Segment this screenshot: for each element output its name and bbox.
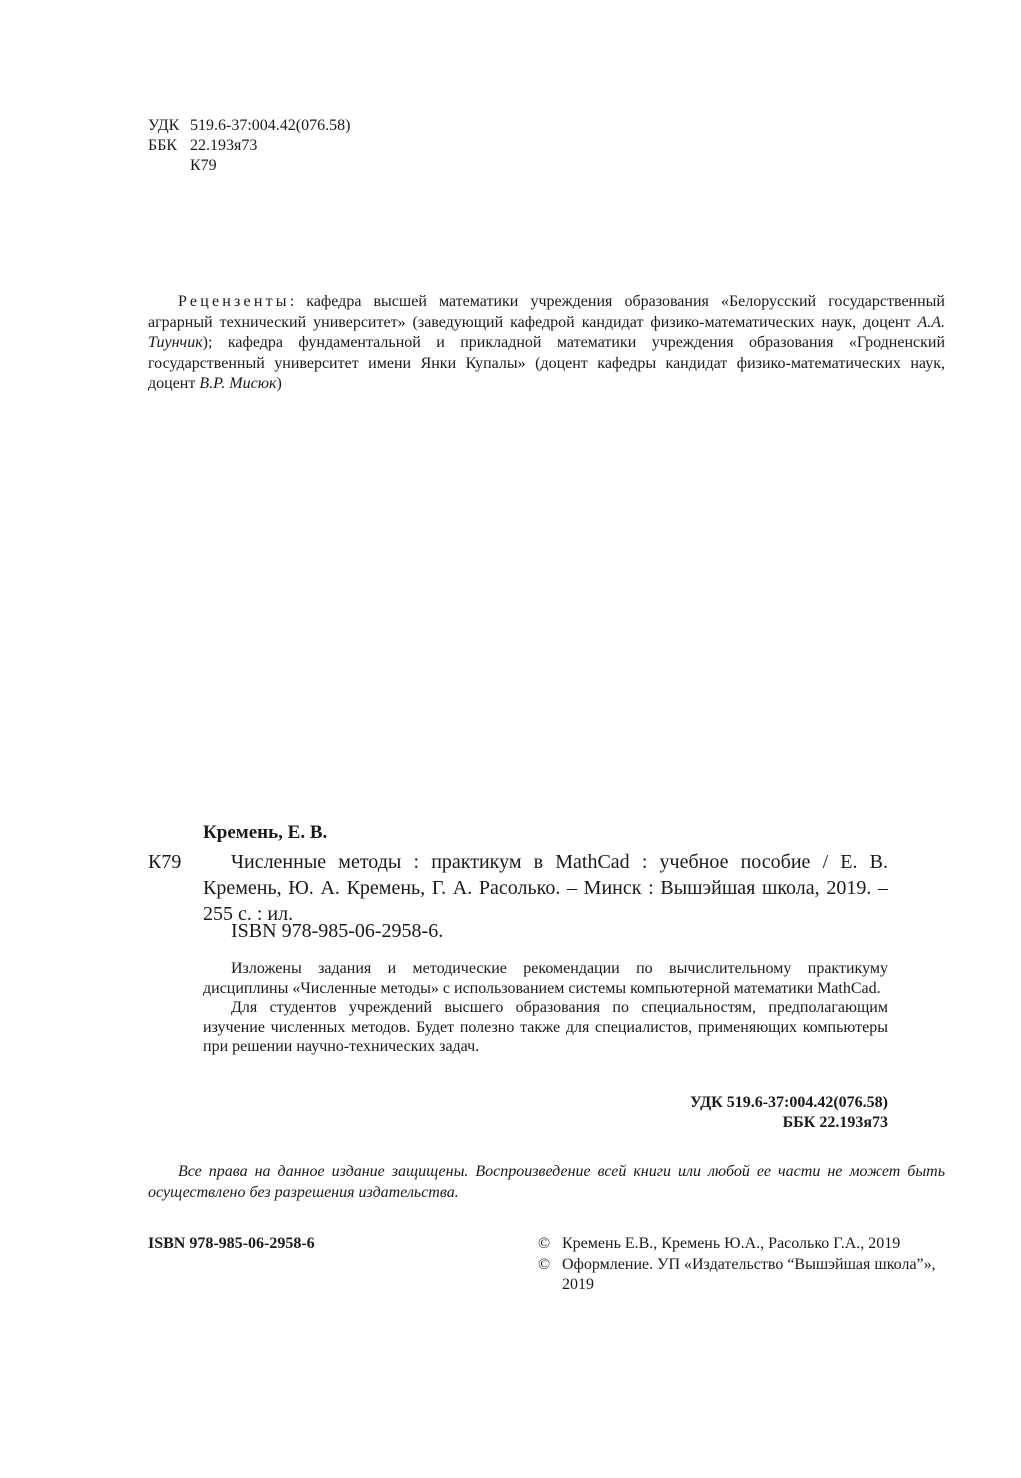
reviewers-text-1: : кафедра высшей математики учреждения образования «Белорусский государственный аграрный технический университет» (заведующий кафедрой кандидат физико-математических наук, доцент (148, 293, 945, 331)
record-author-heading: Кремень, Е. В. (203, 822, 328, 843)
record-isbn: ISBN 978-985-06-2958-6. (231, 920, 444, 942)
reviewer-name-2: В.Р. Мисюк (199, 375, 277, 392)
udk-row (148, 116, 350, 136)
classification-codes (560, 1093, 888, 1133)
copyright-line-2 (538, 1255, 938, 1296)
reviewers-text-2: ); кафедра фундаментальной и прикладной математики учреждения образования «Гродненский государственный университет имени Янки Купалы» (доцент кафедры кандидат физико-математических наук, доцент (148, 334, 945, 392)
record-description: Численные методы : практикум в MathCad : учебное пособие / Е. В. Кремень, Ю. А. Кремень, Г. А. Расолько. – Минск : Вышэйшая школа, 2019. – 255 с. : ил. (203, 851, 888, 925)
annotation (203, 959, 888, 1057)
udk-value: 519.6-37:004.42(076.58) (190, 117, 351, 134)
isbn-footer: ISBN 978-985-06-2958-6 (148, 1235, 315, 1252)
bbk-value: 22.193я73 (190, 137, 258, 154)
classification-block (148, 116, 350, 176)
udk-label: УДК (148, 117, 180, 134)
copyright-icon: © (538, 1255, 551, 1273)
record-catalog-mark: К79 (148, 851, 182, 873)
reviewers-paragraph (148, 292, 945, 395)
bbk-label: ББК (148, 137, 178, 154)
udk-code: УДК 519.6-37:004.42(076.58) (689, 1094, 888, 1111)
bbk-code: ББК 22.193я73 (782, 1114, 888, 1131)
annotation-paragraph-2: Для студентов учреждений высшего образования по специальностям, предполагающим изучение численных методов. Будет полезно также для специалистов, применяющих компьютеры при решении научно-технических задач. (203, 999, 888, 1055)
reviewers-text-3: ) (276, 375, 282, 392)
author-mark: К79 (190, 157, 217, 174)
copyright-text-2: Оформление. УП «Издательство “Вышэйшая школа”», 2019 (562, 1255, 936, 1293)
reviewer-name-1: А.А. Тиунчик (148, 313, 945, 351)
copyright-icon: © (538, 1235, 551, 1252)
rights-notice: Все права на данное издание защищены. Воспроизведение всей книги или любой ее части не может быть осуществлено без разрешения издательства. (148, 1163, 945, 1201)
copyright-block (538, 1234, 938, 1296)
copyright-text-1: Кремень Е.В., Кремень Ю.А., Расолько Г.А., 2019 (562, 1235, 901, 1252)
bbk-row (148, 136, 350, 156)
reviewers-label: Рецензенты (178, 293, 290, 310)
copyright-line-1 (538, 1234, 938, 1255)
annotation-paragraph-1: Изложены задания и методические рекомендации по вычислительному практикуму дисциплины «Численные методы» с использованием системы компьютерной математики MathCad. (203, 960, 888, 997)
